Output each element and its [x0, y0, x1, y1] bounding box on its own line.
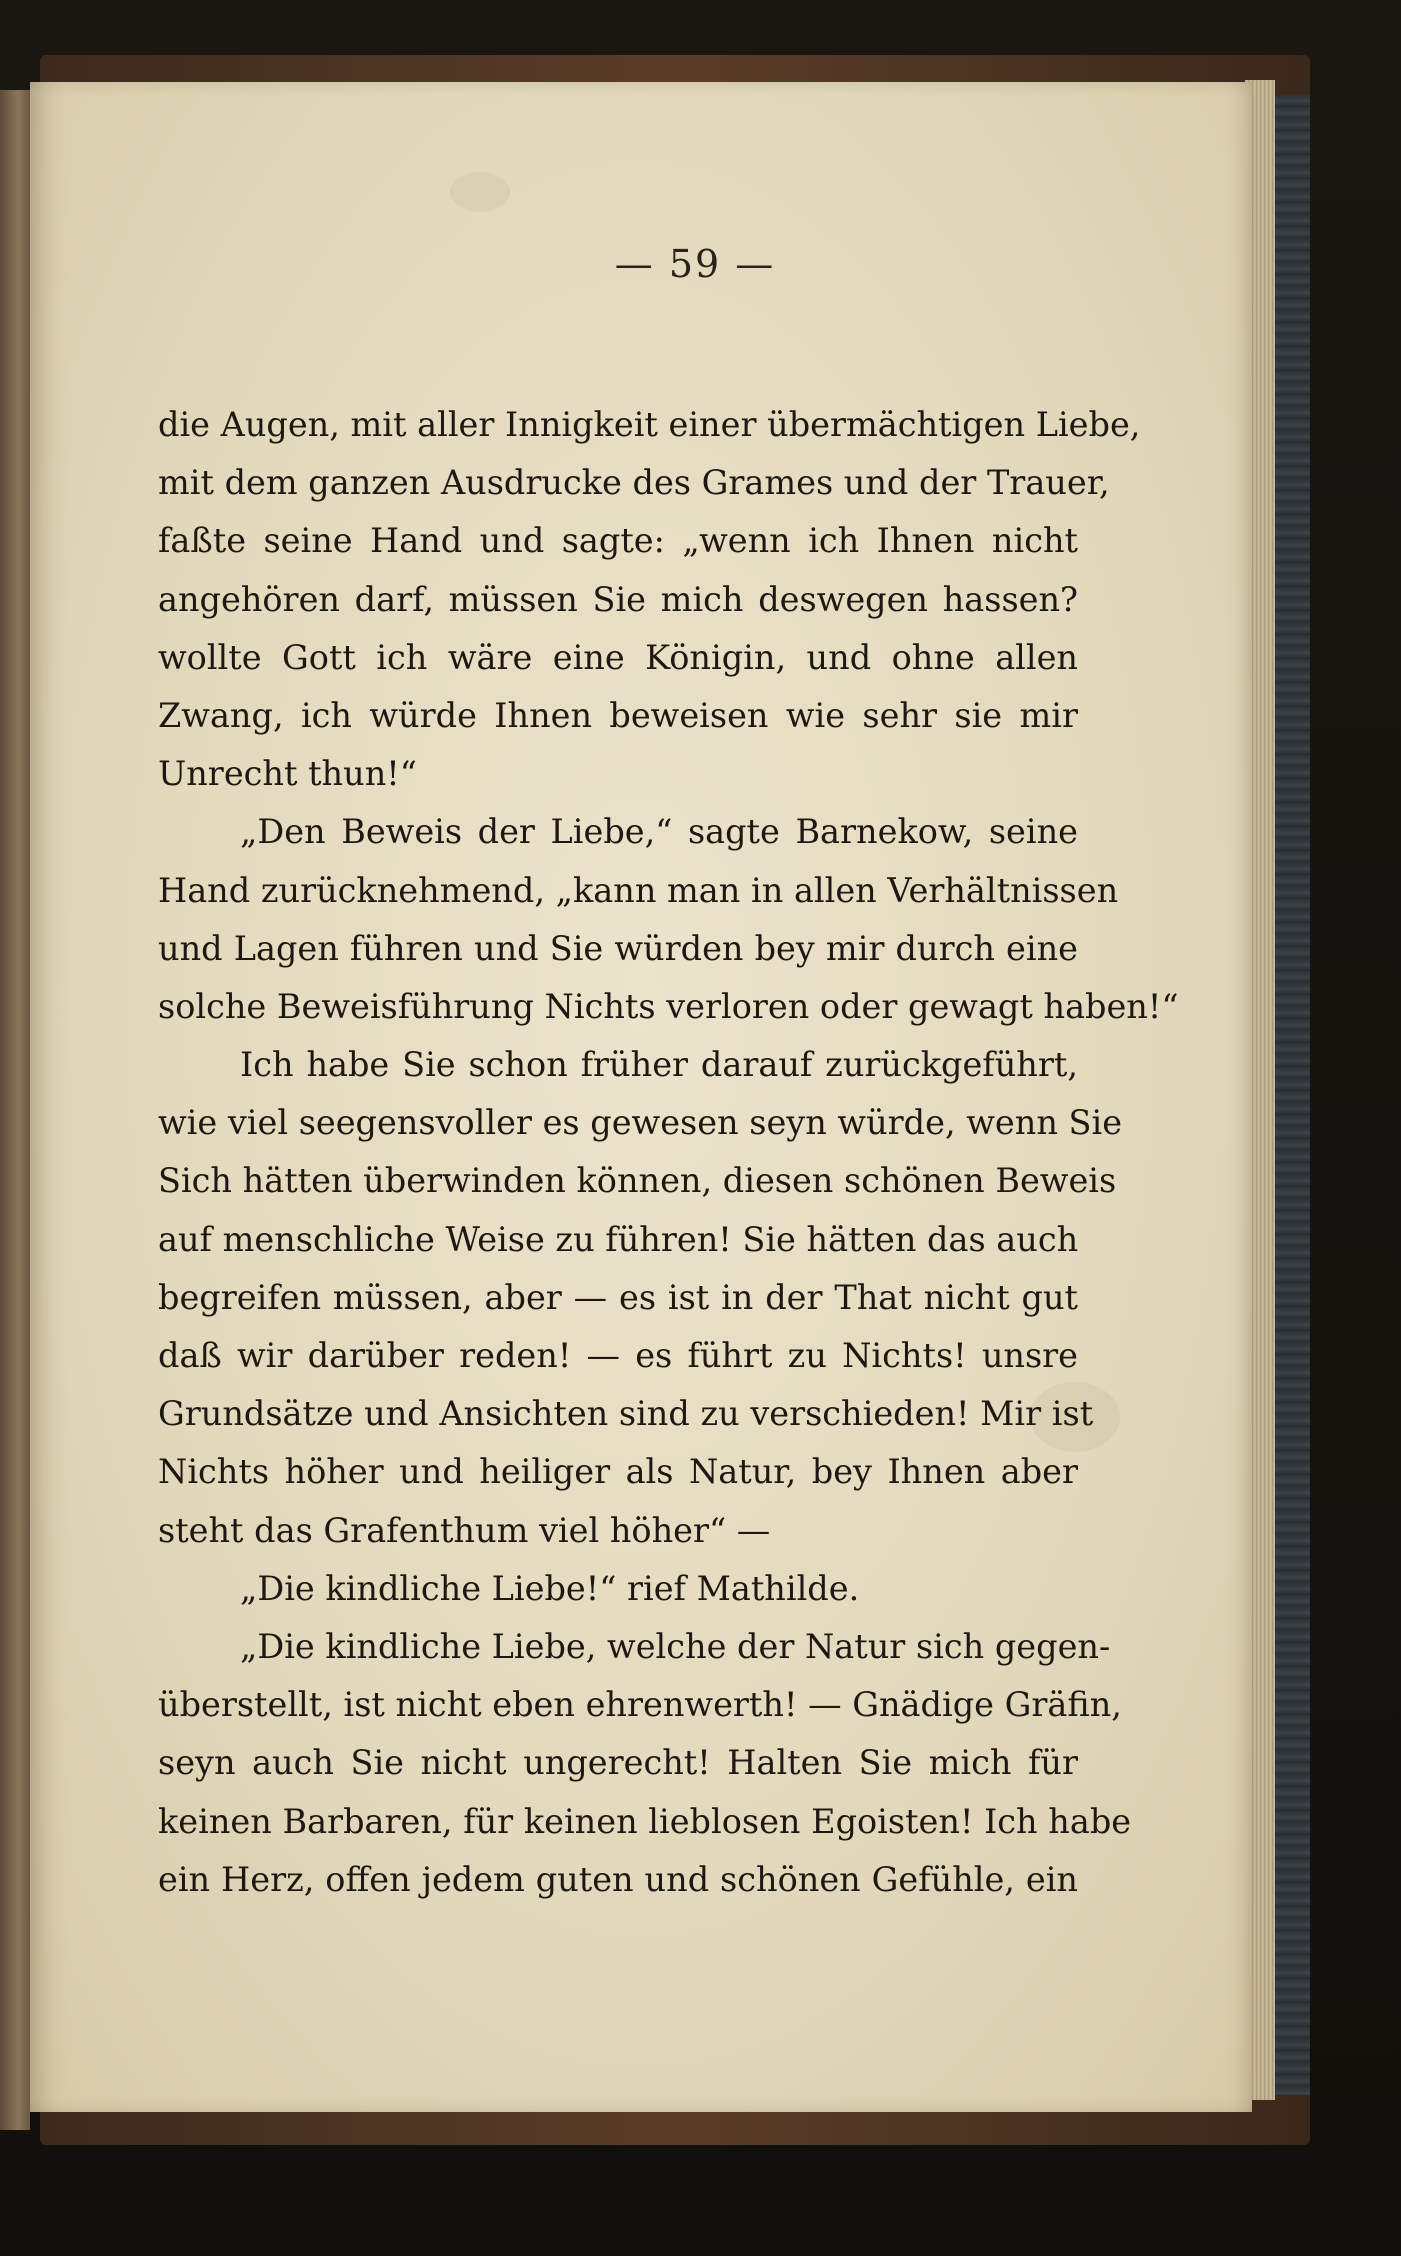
book-page: [30, 82, 1252, 2112]
text-line: „Die kindliche Liebe!“ rief Mathilde.: [240, 1568, 860, 1608]
text-line: die Augen, mit aller Innigkeit einer übermächtigen Liebe,: [158, 405, 1141, 444]
text-line: angehören darf, müssen Sie mich deswegen hassen?: [158, 579, 1078, 619]
text-line: und Lagen führen und Sie würden bey mir durch eine: [158, 928, 1078, 968]
page-number: — 59 —: [614, 242, 776, 286]
text-line: Sich hätten überwinden können, diesen schönen Beweis: [158, 1161, 1117, 1201]
text-line: faßte seine Hand und sagte: „wenn ich Ihnen nicht: [158, 521, 1078, 561]
text-line: begreifen müssen, aber — es ist in der That nicht gut: [158, 1277, 1078, 1317]
text-line: Nichts höher und heiliger als Natur, bey Ihnen aber: [158, 1452, 1078, 1492]
text-line: wie viel seegensvoller es gewesen seyn würde, wenn Sie: [158, 1103, 1123, 1143]
facing-page-edge: [0, 90, 30, 2130]
text-line: ein Herz, offen jedem guten und schönen Gefühle, ein: [158, 1859, 1078, 1899]
text-line: Zwang, ich würde Ihnen beweisen wie sehr sie mir: [158, 695, 1078, 735]
text-line: solche Beweisführung Nichts verloren oder gewagt haben!“: [158, 986, 1179, 1026]
text-line: mit dem ganzen Ausdrucke des Grames und der Trauer,: [158, 463, 1110, 503]
paper-stain: [450, 172, 510, 212]
text-line: „Die kindliche Liebe, welche der Natur sich gegen-: [240, 1626, 1111, 1666]
text-line: Hand zurücknehmend, „kann man in allen Verhältnissen: [158, 870, 1119, 910]
text-line: keinen Barbaren, für keinen lieblosen Egoisten! Ich habe: [158, 1801, 1132, 1841]
text-line: Unrecht thun!“: [158, 754, 417, 794]
text-line: seyn auch Sie nicht ungerecht! Halten Sie mich für: [158, 1743, 1078, 1783]
body-text: [158, 396, 1179, 1909]
text-line: auf menschliche Weise zu führen! Sie hätten das auch: [158, 1219, 1079, 1259]
cover-edge: [1270, 95, 1310, 2095]
text-line: wollte Gott ich wäre eine Königin, und ohne allen: [158, 637, 1078, 677]
text-line: daß wir darüber reden! — es führt zu Nichts! unsre: [158, 1336, 1078, 1375]
text-line: Grundsätze und Ansichten sind zu verschieden! Mir ist: [158, 1394, 1094, 1434]
text-line: „Den Beweis der Liebe,“ sagte Barnekow, seine: [240, 812, 1078, 852]
text-line: steht das Grafenthum viel höher“ —: [158, 1510, 771, 1550]
text-line: Ich habe Sie schon früher darauf zurückgeführt,: [240, 1045, 1078, 1085]
text-line: überstellt, ist nicht eben ehrenwerth! — Gnädige Gräfin,: [158, 1685, 1122, 1725]
